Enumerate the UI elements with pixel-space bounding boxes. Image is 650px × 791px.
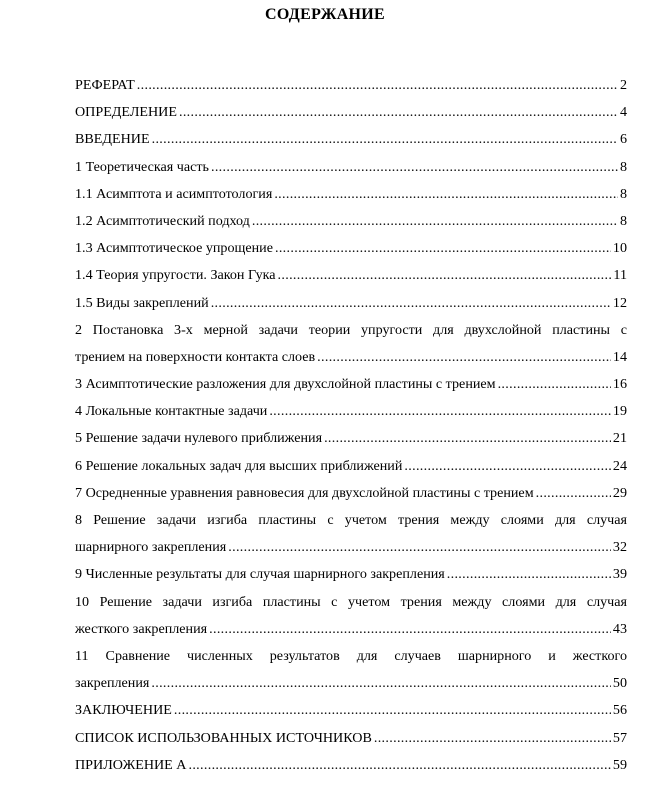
toc-entry-title: 1.3 Асимптотическое упрощение [75,240,273,257]
toc-page-number: 11 [613,267,627,284]
toc-entry-title-line2: жесткого закрепления [75,620,208,637]
toc-page-number: 4 [619,104,627,121]
toc-page-number: 8 [619,158,627,175]
toc-entry-title: ЗАКЛЮЧЕНИЕ [75,702,172,719]
toc-entry-title-line1: 2 Постановка 3-х мерной задачи теории упругости для двухслойной пластины с [75,321,627,338]
toc-page-number: 14 [612,348,627,365]
toc-entry-title: 4 Локальные контактные задачи [75,403,268,420]
toc-entry[interactable] [75,72,627,99]
toc-leader-dots [228,534,611,561]
toc-entry-title-line2: трением на поверхности контакта слоев [75,348,316,365]
toc-leader-dots [179,99,618,126]
toc-entry-title: 5 Решение задачи нулевого приближения [75,430,323,447]
toc-leader-dots [498,371,611,398]
toc-entry-title: ОПРЕДЕЛЕНИЕ [75,104,177,121]
toc-page-number: 24 [612,457,627,474]
toc-leader-dots [274,181,618,208]
table-of-contents [75,72,627,779]
toc-entry-title: 1.1 Асимптота и асимптотология [75,185,273,202]
toc-entry[interactable] [75,371,627,398]
toc-leader-dots [209,616,611,643]
toc-page-number: 57 [612,729,627,746]
toc-entry[interactable] [75,425,627,452]
toc-entry[interactable] [75,643,627,697]
toc-leader-dots [278,262,612,289]
toc-entry[interactable] [75,752,627,779]
toc-page-number: 50 [612,675,627,692]
toc-entry-title: ВВЕДЕНИЕ [75,131,150,148]
toc-entry-title: 1 Теоретическая часть [75,158,209,175]
toc-entry[interactable] [75,99,627,126]
toc-entry[interactable] [75,154,627,181]
toc-leader-dots [137,72,618,99]
toc-leader-dots [404,453,611,480]
toc-entry[interactable] [75,589,627,643]
toc-page-number: 56 [612,702,627,719]
toc-entry-title-line2: шарнирного закрепления [75,539,227,556]
toc-page-number: 43 [612,620,627,637]
toc-leader-dots [152,126,618,153]
toc-entry-title: РЕФЕРАТ [75,77,135,93]
toc-leader-dots [211,154,618,181]
toc-leader-dots [151,670,611,697]
toc-page-number: 21 [612,430,627,447]
toc-entry-title-line1: 11 Сравнение численных результатов для случаев шарнирного и жесткого [75,647,627,664]
toc-page-number: 2 [619,77,627,93]
toc-page-number: 59 [612,756,627,773]
toc-entry[interactable] [75,697,627,724]
toc-page-number: 6 [619,131,627,148]
toc-entry[interactable] [75,561,627,588]
toc-entry[interactable] [75,208,627,235]
toc-entry[interactable] [75,725,627,752]
toc-entry-title-line2: закрепления [75,675,150,692]
toc-leader-dots [317,344,611,371]
toc-page-number: 19 [612,403,627,420]
toc-page-number: 16 [612,376,627,393]
toc-leader-dots [324,425,611,452]
page-title: СОДЕРЖАНИЕ [264,6,386,23]
toc-leader-dots [536,480,611,507]
toc-entry[interactable] [75,398,627,425]
toc-entry-title: 6 Решение локальных задач для высших приближений [75,457,403,474]
toc-entry[interactable] [75,181,627,208]
toc-leader-dots [188,752,610,779]
toc-entry-title: 9 Численные результаты для случая шарнирного закрепления [75,566,445,583]
toc-entry[interactable] [75,262,627,289]
toc-page-number: 29 [612,484,627,501]
toc-entry[interactable] [75,126,627,153]
toc-leader-dots [252,208,618,235]
toc-page-number: 39 [612,566,627,583]
toc-entry-title: 1.2 Асимптотический подход [75,212,250,229]
toc-page-number: 8 [619,212,627,229]
toc-page-number: 8 [619,185,627,202]
toc-entry[interactable] [75,453,627,480]
toc-leader-dots [275,235,611,262]
toc-entry-title: 1.5 Виды закреплений [75,294,209,311]
toc-page-number: 10 [612,240,627,257]
toc-leader-dots [374,725,611,752]
toc-entry[interactable] [75,507,627,561]
toc-leader-dots [211,290,611,317]
toc-entry[interactable] [75,480,627,507]
toc-entry-title: 1.4 Теория упругости. Закон Гука [75,267,276,284]
toc-entry-title: СПИСОК ИСПОЛЬЗОВАННЫХ ИСТОЧНИКОВ [75,729,372,746]
toc-page-number: 12 [612,294,627,311]
toc-entry[interactable] [75,290,627,317]
toc-leader-dots [447,561,611,588]
toc-entry[interactable] [75,317,627,371]
toc-leader-dots [174,697,611,724]
toc-entry-title: ПРИЛОЖЕНИЕ А [75,756,187,773]
toc-entry-title: 7 Осредненные уравнения равновесия для двухслойной пластины с трением [75,484,534,501]
toc-entry-title-line1: 8 Решение задачи изгиба пластины с учетом трения между слоями для случая [75,512,627,528]
toc-page-number: 32 [612,539,627,556]
toc-entry[interactable] [75,235,627,262]
toc-entry-title-line1: 10 Решение задачи изгиба пластины с учетом трения между слоями для случая [75,593,627,610]
toc-leader-dots [269,398,611,425]
toc-entry-title: 3 Асимптотические разложения для двухслойной пластины с трением [75,376,496,393]
